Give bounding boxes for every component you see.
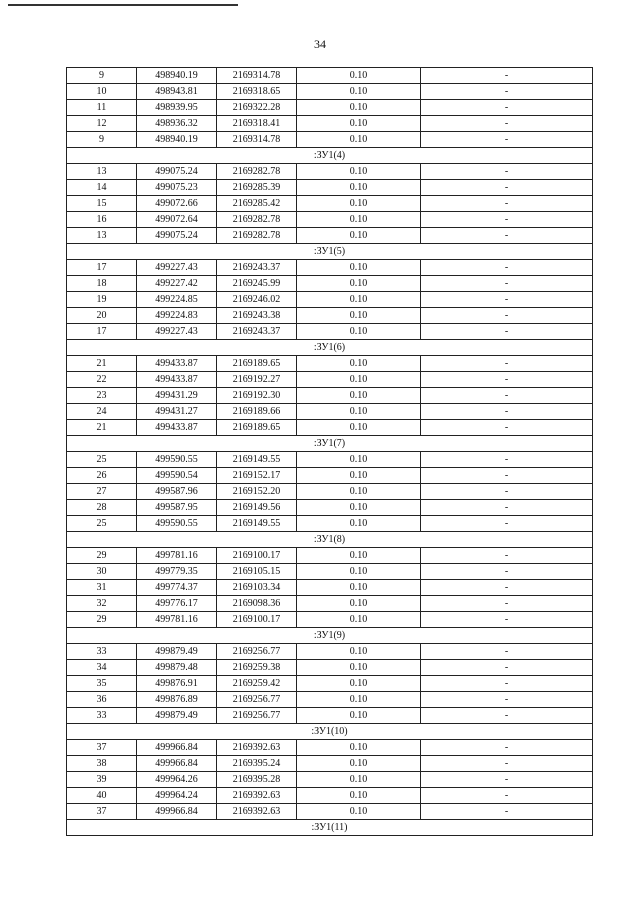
y-coordinate-cell: 2169282.78	[217, 164, 297, 180]
y-coordinate-cell: 2169282.78	[217, 212, 297, 228]
accuracy-cell: 0.10	[297, 644, 421, 660]
table-row	[67, 548, 593, 564]
point-number-cell: 38	[67, 756, 137, 772]
accuracy-cell: 0.10	[297, 708, 421, 724]
x-coordinate-cell: 499879.48	[137, 660, 217, 676]
accuracy-cell: 0.10	[297, 132, 421, 148]
y-coordinate-cell: 2169189.65	[217, 420, 297, 436]
table-row	[67, 516, 593, 532]
point-number-cell: 17	[67, 324, 137, 340]
table-row	[67, 484, 593, 500]
accuracy-cell: 0.10	[297, 388, 421, 404]
x-coordinate-cell: 499224.83	[137, 308, 217, 324]
y-coordinate-cell: 2169395.24	[217, 756, 297, 772]
x-coordinate-cell: 498943.81	[137, 84, 217, 100]
accuracy-cell: 0.10	[297, 564, 421, 580]
table-row	[67, 740, 593, 756]
point-number-cell: 24	[67, 404, 137, 420]
accuracy-cell: 0.10	[297, 356, 421, 372]
accuracy-cell: 0.10	[297, 580, 421, 596]
table-row	[67, 676, 593, 692]
accuracy-cell: 0.10	[297, 324, 421, 340]
table-row	[67, 452, 593, 468]
description-cell: -	[421, 580, 593, 596]
table-row	[67, 308, 593, 324]
point-number-cell: 17	[67, 260, 137, 276]
point-number-cell: 37	[67, 804, 137, 820]
point-number-cell: 13	[67, 228, 137, 244]
table-row	[67, 356, 593, 372]
table-row	[67, 580, 593, 596]
point-number-cell: 35	[67, 676, 137, 692]
table-row	[67, 708, 593, 724]
point-number-cell: 9	[67, 132, 137, 148]
section-row	[67, 340, 593, 356]
x-coordinate-cell: 499075.24	[137, 228, 217, 244]
y-coordinate-cell: 2169103.34	[217, 580, 297, 596]
x-coordinate-cell: 499587.95	[137, 500, 217, 516]
x-coordinate-cell: 499072.64	[137, 212, 217, 228]
table-row	[67, 788, 593, 804]
accuracy-cell: 0.10	[297, 484, 421, 500]
x-coordinate-cell: 499966.84	[137, 804, 217, 820]
table-row	[67, 644, 593, 660]
point-number-cell: 20	[67, 308, 137, 324]
y-coordinate-cell: 2169149.55	[217, 516, 297, 532]
point-number-cell: 21	[67, 356, 137, 372]
x-coordinate-cell: 499431.29	[137, 388, 217, 404]
x-coordinate-cell: 499966.84	[137, 740, 217, 756]
x-coordinate-cell: 499774.37	[137, 580, 217, 596]
y-coordinate-cell: 2169259.38	[217, 660, 297, 676]
description-cell: -	[421, 116, 593, 132]
accuracy-cell: 0.10	[297, 404, 421, 420]
accuracy-cell: 0.10	[297, 100, 421, 116]
x-coordinate-cell: 499072.66	[137, 196, 217, 212]
x-coordinate-cell: 499590.55	[137, 452, 217, 468]
y-coordinate-cell: 2169256.77	[217, 708, 297, 724]
point-number-cell: 11	[67, 100, 137, 116]
x-coordinate-cell: 499227.43	[137, 324, 217, 340]
description-cell: -	[421, 676, 593, 692]
x-coordinate-cell: 499964.26	[137, 772, 217, 788]
description-cell: -	[421, 756, 593, 772]
table-row	[67, 596, 593, 612]
x-coordinate-cell: 499075.24	[137, 164, 217, 180]
description-cell: -	[421, 740, 593, 756]
y-coordinate-cell: 2169256.77	[217, 644, 297, 660]
y-coordinate-cell: 2169392.63	[217, 788, 297, 804]
table-row	[67, 292, 593, 308]
description-cell: -	[421, 276, 593, 292]
description-cell: -	[421, 292, 593, 308]
description-cell: -	[421, 260, 593, 276]
point-number-cell: 30	[67, 564, 137, 580]
y-coordinate-cell: 2169243.37	[217, 260, 297, 276]
table-row	[67, 276, 593, 292]
accuracy-cell: 0.10	[297, 212, 421, 228]
section-row	[67, 436, 593, 452]
description-cell: -	[421, 356, 593, 372]
y-coordinate-cell: 2169098.36	[217, 596, 297, 612]
point-number-cell: 14	[67, 180, 137, 196]
point-number-cell: 33	[67, 708, 137, 724]
point-number-cell: 36	[67, 692, 137, 708]
description-cell: -	[421, 692, 593, 708]
y-coordinate-cell: 2169314.78	[217, 68, 297, 84]
point-number-cell: 21	[67, 420, 137, 436]
x-coordinate-cell: 498940.19	[137, 132, 217, 148]
section-label: :ЗУ1(9)	[67, 628, 593, 644]
table-row	[67, 388, 593, 404]
accuracy-cell: 0.10	[297, 788, 421, 804]
x-coordinate-cell: 499590.55	[137, 516, 217, 532]
point-number-cell: 29	[67, 612, 137, 628]
y-coordinate-cell: 2169152.17	[217, 468, 297, 484]
y-coordinate-cell: 2169395.28	[217, 772, 297, 788]
accuracy-cell: 0.10	[297, 548, 421, 564]
x-coordinate-cell: 499879.49	[137, 644, 217, 660]
table-row	[67, 612, 593, 628]
y-coordinate-cell: 2169282.78	[217, 228, 297, 244]
accuracy-cell: 0.10	[297, 372, 421, 388]
y-coordinate-cell: 2169100.17	[217, 612, 297, 628]
section-label: :ЗУ1(10)	[67, 724, 593, 740]
y-coordinate-cell: 2169285.42	[217, 196, 297, 212]
section-label: :ЗУ1(8)	[67, 532, 593, 548]
point-number-cell: 31	[67, 580, 137, 596]
y-coordinate-cell: 2169314.78	[217, 132, 297, 148]
y-coordinate-cell: 2169189.65	[217, 356, 297, 372]
description-cell: -	[421, 644, 593, 660]
description-cell: -	[421, 372, 593, 388]
point-number-cell: 22	[67, 372, 137, 388]
y-coordinate-cell: 2169322.28	[217, 100, 297, 116]
table-row	[67, 564, 593, 580]
x-coordinate-cell: 498939.95	[137, 100, 217, 116]
x-coordinate-cell: 499779.35	[137, 564, 217, 580]
table-row	[67, 100, 593, 116]
table-row	[67, 468, 593, 484]
description-cell: -	[421, 660, 593, 676]
point-number-cell: 26	[67, 468, 137, 484]
x-coordinate-cell: 499227.43	[137, 260, 217, 276]
x-coordinate-cell: 499227.42	[137, 276, 217, 292]
section-row	[67, 820, 593, 836]
point-number-cell: 13	[67, 164, 137, 180]
table-row	[67, 228, 593, 244]
table-row	[67, 180, 593, 196]
table-row	[67, 420, 593, 436]
accuracy-cell: 0.10	[297, 228, 421, 244]
description-cell: -	[421, 324, 593, 340]
table-row	[67, 500, 593, 516]
accuracy-cell: 0.10	[297, 612, 421, 628]
y-coordinate-cell: 2169149.55	[217, 452, 297, 468]
accuracy-cell: 0.10	[297, 740, 421, 756]
point-number-cell: 10	[67, 84, 137, 100]
coordinates-table	[66, 67, 593, 836]
accuracy-cell: 0.10	[297, 804, 421, 820]
y-coordinate-cell: 2169318.65	[217, 84, 297, 100]
table-row	[67, 116, 593, 132]
accuracy-cell: 0.10	[297, 260, 421, 276]
description-cell: -	[421, 212, 593, 228]
accuracy-cell: 0.10	[297, 660, 421, 676]
description-cell: -	[421, 308, 593, 324]
y-coordinate-cell: 2169245.99	[217, 276, 297, 292]
description-cell: -	[421, 68, 593, 84]
description-cell: -	[421, 484, 593, 500]
accuracy-cell: 0.10	[297, 68, 421, 84]
x-coordinate-cell: 499590.54	[137, 468, 217, 484]
accuracy-cell: 0.10	[297, 308, 421, 324]
description-cell: -	[421, 196, 593, 212]
y-coordinate-cell: 2169256.77	[217, 692, 297, 708]
point-number-cell: 33	[67, 644, 137, 660]
x-coordinate-cell: 499966.84	[137, 756, 217, 772]
section-row	[67, 148, 593, 164]
section-label: :ЗУ1(11)	[67, 820, 593, 836]
table-row	[67, 404, 593, 420]
accuracy-cell: 0.10	[297, 276, 421, 292]
point-number-cell: 39	[67, 772, 137, 788]
top-rule	[8, 4, 238, 6]
accuracy-cell: 0.10	[297, 692, 421, 708]
section-row	[67, 244, 593, 260]
description-cell: -	[421, 548, 593, 564]
table-row	[67, 692, 593, 708]
accuracy-cell: 0.10	[297, 516, 421, 532]
table-row	[67, 196, 593, 212]
table-row	[67, 660, 593, 676]
description-cell: -	[421, 516, 593, 532]
y-coordinate-cell: 2169243.37	[217, 324, 297, 340]
x-coordinate-cell: 498940.19	[137, 68, 217, 84]
x-coordinate-cell: 499433.87	[137, 372, 217, 388]
y-coordinate-cell: 2169392.63	[217, 804, 297, 820]
point-number-cell: 18	[67, 276, 137, 292]
accuracy-cell: 0.10	[297, 676, 421, 692]
accuracy-cell: 0.10	[297, 452, 421, 468]
point-number-cell: 23	[67, 388, 137, 404]
description-cell: -	[421, 564, 593, 580]
point-number-cell: 29	[67, 548, 137, 564]
point-number-cell: 12	[67, 116, 137, 132]
description-cell: -	[421, 180, 593, 196]
y-coordinate-cell: 2169192.27	[217, 372, 297, 388]
coordinates-table-body	[67, 68, 593, 836]
x-coordinate-cell: 499879.49	[137, 708, 217, 724]
description-cell: -	[421, 404, 593, 420]
y-coordinate-cell: 2169105.15	[217, 564, 297, 580]
y-coordinate-cell: 2169100.17	[217, 548, 297, 564]
table-row	[67, 324, 593, 340]
x-coordinate-cell: 498936.32	[137, 116, 217, 132]
description-cell: -	[421, 772, 593, 788]
x-coordinate-cell: 499587.96	[137, 484, 217, 500]
section-label: :ЗУ1(7)	[67, 436, 593, 452]
section-label: :ЗУ1(5)	[67, 244, 593, 260]
y-coordinate-cell: 2169243.38	[217, 308, 297, 324]
x-coordinate-cell: 499431.27	[137, 404, 217, 420]
table-row	[67, 372, 593, 388]
y-coordinate-cell: 2169259.42	[217, 676, 297, 692]
y-coordinate-cell: 2169392.63	[217, 740, 297, 756]
y-coordinate-cell: 2169318.41	[217, 116, 297, 132]
point-number-cell: 25	[67, 452, 137, 468]
description-cell: -	[421, 132, 593, 148]
y-coordinate-cell: 2169285.39	[217, 180, 297, 196]
point-number-cell: 37	[67, 740, 137, 756]
point-number-cell: 15	[67, 196, 137, 212]
section-label: :ЗУ1(6)	[67, 340, 593, 356]
point-number-cell: 19	[67, 292, 137, 308]
y-coordinate-cell: 2169152.20	[217, 484, 297, 500]
table-row	[67, 804, 593, 820]
x-coordinate-cell: 499781.16	[137, 548, 217, 564]
description-cell: -	[421, 708, 593, 724]
section-label: :ЗУ1(4)	[67, 148, 593, 164]
accuracy-cell: 0.10	[297, 196, 421, 212]
table-row	[67, 84, 593, 100]
section-row	[67, 532, 593, 548]
point-number-cell: 27	[67, 484, 137, 500]
description-cell: -	[421, 420, 593, 436]
accuracy-cell: 0.10	[297, 500, 421, 516]
table-row	[67, 260, 593, 276]
description-cell: -	[421, 228, 593, 244]
point-number-cell: 32	[67, 596, 137, 612]
y-coordinate-cell: 2169149.56	[217, 500, 297, 516]
point-number-cell: 28	[67, 500, 137, 516]
description-cell: -	[421, 500, 593, 516]
x-coordinate-cell: 499876.91	[137, 676, 217, 692]
accuracy-cell: 0.10	[297, 164, 421, 180]
accuracy-cell: 0.10	[297, 116, 421, 132]
table-row	[67, 756, 593, 772]
table-row	[67, 68, 593, 84]
description-cell: -	[421, 100, 593, 116]
description-cell: -	[421, 388, 593, 404]
accuracy-cell: 0.10	[297, 180, 421, 196]
description-cell: -	[421, 468, 593, 484]
y-coordinate-cell: 2169246.02	[217, 292, 297, 308]
y-coordinate-cell: 2169192.30	[217, 388, 297, 404]
description-cell: -	[421, 804, 593, 820]
description-cell: -	[421, 84, 593, 100]
accuracy-cell: 0.10	[297, 468, 421, 484]
accuracy-cell: 0.10	[297, 756, 421, 772]
x-coordinate-cell: 499433.87	[137, 356, 217, 372]
x-coordinate-cell: 499224.85	[137, 292, 217, 308]
section-row	[67, 724, 593, 740]
table-row	[67, 132, 593, 148]
y-coordinate-cell: 2169189.66	[217, 404, 297, 420]
x-coordinate-cell: 499776.17	[137, 596, 217, 612]
section-row	[67, 628, 593, 644]
accuracy-cell: 0.10	[297, 420, 421, 436]
description-cell: -	[421, 596, 593, 612]
x-coordinate-cell: 499433.87	[137, 420, 217, 436]
accuracy-cell: 0.10	[297, 596, 421, 612]
page-number: 34	[314, 37, 326, 51]
point-number-cell: 25	[67, 516, 137, 532]
x-coordinate-cell: 499781.16	[137, 612, 217, 628]
table-row	[67, 212, 593, 228]
x-coordinate-cell: 499075.23	[137, 180, 217, 196]
x-coordinate-cell: 499876.89	[137, 692, 217, 708]
description-cell: -	[421, 612, 593, 628]
description-cell: -	[421, 164, 593, 180]
x-coordinate-cell: 499964.24	[137, 788, 217, 804]
point-number-cell: 9	[67, 68, 137, 84]
table-row	[67, 164, 593, 180]
accuracy-cell: 0.10	[297, 292, 421, 308]
table-row	[67, 772, 593, 788]
accuracy-cell: 0.10	[297, 84, 421, 100]
point-number-cell: 16	[67, 212, 137, 228]
point-number-cell: 40	[67, 788, 137, 804]
accuracy-cell: 0.10	[297, 772, 421, 788]
description-cell: -	[421, 452, 593, 468]
point-number-cell: 34	[67, 660, 137, 676]
description-cell: -	[421, 788, 593, 804]
